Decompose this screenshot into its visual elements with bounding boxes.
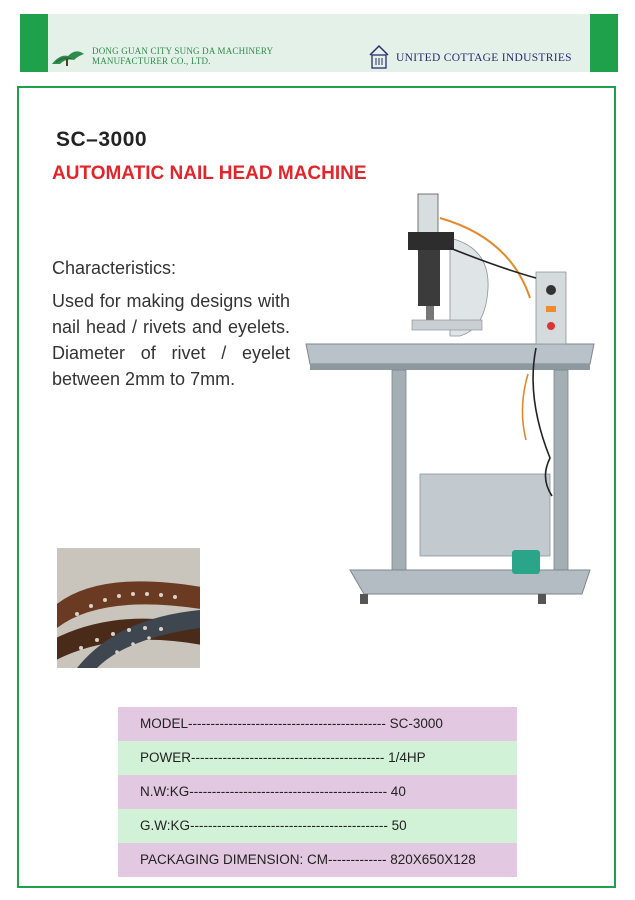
characteristics-label: Characteristics: [52, 258, 177, 278]
studded-belts-photo [57, 548, 200, 668]
spec-row-model: MODEL-------------------------------------------- SC-3000 [118, 707, 517, 741]
company-name-left-line2: MANUFACTURER CO., LTD. [92, 56, 211, 66]
spec-row-packaging: PACKAGING DIMENSION: CM------------- 820X650X128 [118, 843, 517, 877]
spec-table [118, 707, 517, 877]
header-right-bar [590, 14, 618, 72]
header-left-bar [20, 14, 48, 72]
company-name-left [92, 46, 273, 66]
company-name-right: UNITED COTTAGE INDUSTRIES [396, 52, 572, 64]
house-logo-icon [368, 44, 390, 70]
pine-tree-logo-icon [50, 44, 86, 68]
model-title: SC–3000 [56, 128, 148, 151]
spec-row-gross-weight: G.W:KG-------------------------------------------- 50 [118, 809, 517, 843]
spec-row-net-weight: N.W:KG-------------------------------------------- 40 [118, 775, 517, 809]
company-name-left-line1: DONG GUAN CITY SUNG DA MACHINERY [92, 46, 274, 56]
product-subtitle: AUTOMATIC NAIL HEAD MACHINE [52, 163, 367, 184]
product-description: Used for making designs with nail head / rivets and eyelets. Diameter of rivet / eyelet between 2mm to 7mm. [52, 291, 290, 389]
spec-row-power: POWER------------------------------------------- 1/4HP [118, 741, 517, 775]
nail-head-machine-image [300, 178, 600, 622]
